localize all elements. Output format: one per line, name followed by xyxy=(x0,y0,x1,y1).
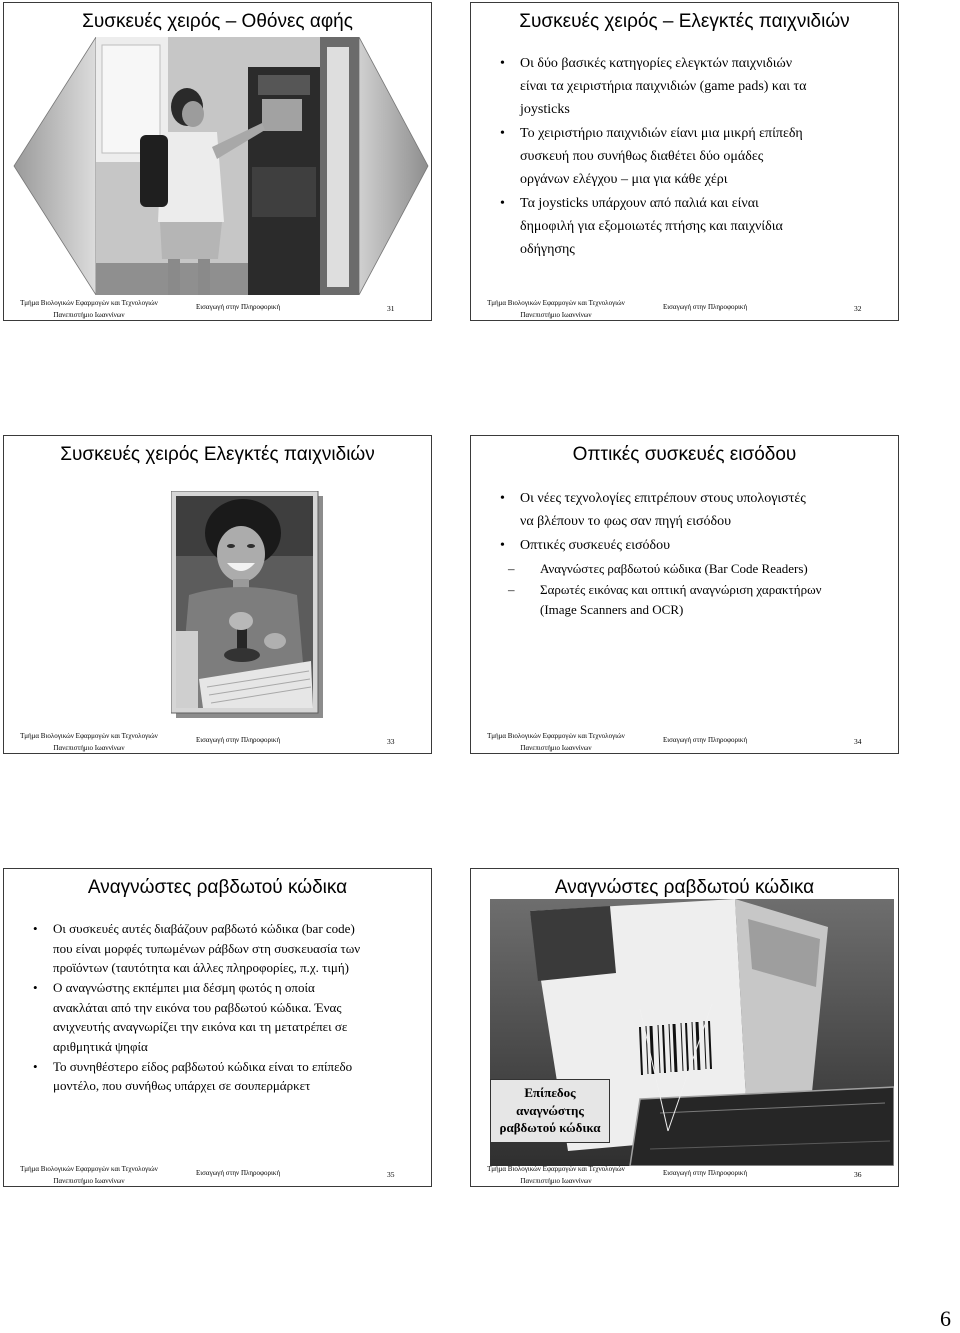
woman-face xyxy=(217,526,265,582)
bullet-list xyxy=(33,919,423,1096)
footer-university: Πανεπιστήμιο Ιωαννίνων xyxy=(520,1177,592,1185)
slide-title: Συσκευές χειρός – Ελεγκτές παιχνιδιών xyxy=(519,11,850,32)
footer-institution xyxy=(18,297,160,321)
bullet-line: • Οι δύο βασικές κατηγορίες ελεγκτών παιχνιδιών xyxy=(520,56,793,71)
footer-course: Εισαγωγή στην Πληροφορική xyxy=(196,736,281,744)
hexagon-left-side xyxy=(14,37,96,295)
slide-33 xyxy=(3,435,432,754)
footer-university: Πανεπιστήμιο Ιωαννίνων xyxy=(520,744,592,752)
footer-dept: Τμήμα Βιολογικών Εφαρμογών και Τεχνολογιών xyxy=(487,732,625,740)
kiosk-screen xyxy=(262,99,302,131)
slide-35 xyxy=(3,868,432,1187)
bullet-line: να βλέπουν το φως σαν πηγή εισόδου xyxy=(520,514,732,529)
hexagon-right-side xyxy=(359,37,428,295)
slide-title: Συσκευές χειρός Ελεγκτές παιχνιδιών xyxy=(60,444,375,465)
footer-dept: Τμήμα Βιολογικών Εφαρμογών και Τεχνολογιών xyxy=(20,299,158,307)
bullet-line: δημοφιλή για εξομοιωτές πτήσης και παιχνίδια xyxy=(520,219,783,234)
bullet-line: • Οι συσκευές αυτές διαβάζουν ραβδωτό κώδικα (bar code) xyxy=(53,921,355,936)
slide-31 xyxy=(3,2,432,321)
footer-institution xyxy=(18,730,160,754)
footer-university: Πανεπιστήμιο Ιωαννίνων xyxy=(53,744,125,752)
bullet-item xyxy=(500,52,890,121)
slide-34 xyxy=(470,435,899,754)
bullet-item xyxy=(500,122,890,191)
bullet-line: • Τα joysticks υπάρχουν από παλιά και είναι xyxy=(520,196,759,211)
slide-32 xyxy=(470,2,899,321)
slide-number: 31 xyxy=(387,304,395,313)
sub-bullet-line: (Image Scanners and OCR) xyxy=(540,602,684,617)
bullet-line: ανιχνευτής αναγνωρίζει την εικόνα και τη μετατρέπει σε xyxy=(53,1019,348,1034)
slide-number: 36 xyxy=(854,1170,862,1179)
footer-dept: Τμήμα Βιολογικών Εφαρμογών και Τεχνολογιών xyxy=(487,1165,625,1173)
footer-university: Πανεπιστήμιο Ιωαννίνων xyxy=(53,311,125,319)
person-face xyxy=(182,101,204,127)
scanner-caption xyxy=(490,1079,610,1143)
bullet-line: • Ο αναγνώστης εκπέμπει μια δέσμη φωτός η οποία xyxy=(53,980,315,995)
bullet-line: που είναι μορφές τυπωμένων ράβδων στη συσκευασία των xyxy=(53,940,361,956)
sub-bullet-item xyxy=(500,558,890,579)
footer-university: Πανεπιστήμιο Ιωαννίνων xyxy=(520,311,592,319)
slide-36 xyxy=(470,868,899,1187)
bullet-line: μοντέλο, που συνήθως υπάρχει σε σουπερμάρκετ xyxy=(53,1078,311,1093)
slide-number: 32 xyxy=(854,304,862,313)
slide-number: 33 xyxy=(387,737,395,746)
footer-dept: Τμήμα Βιολογικών Εφαρμογών και Τεχνολογιών xyxy=(20,1165,158,1173)
page-number: 6 xyxy=(940,1306,951,1331)
joystick-user-photo xyxy=(171,491,323,718)
bullet-list xyxy=(500,52,890,261)
bullet-line: συσκευή που συνήθως διαθέτει δύο ομάδες xyxy=(520,149,764,164)
slide-title: Συσκευές χειρός – Οθόνες αφής xyxy=(82,11,353,32)
footer-course: Εισαγωγή στην Πληροφορική xyxy=(663,303,748,311)
caption-line: ραβδωτού κώδικα xyxy=(499,1120,601,1135)
slide-number: 34 xyxy=(854,737,862,746)
bullet-line: προϊόντων (ταυτότητα και άλλες πληροφορίες, π.χ. τιμή) xyxy=(53,960,349,975)
bullet-line: οργάνων ελέγχου – μια για κάθε χέρι xyxy=(520,172,728,187)
bullet-line: είναι τα χειριστήρια παιχνιδιών (game pads) και τα xyxy=(520,79,807,94)
bullet-line: • Το συνηθέστερο είδος ραβδωτού κώδικα είναι το επίπεδο xyxy=(53,1058,353,1074)
footer-dept: Τμήμα Βιολογικών Εφαρμογών και Τεχνολογιών xyxy=(487,299,625,307)
footer-institution xyxy=(485,730,627,754)
caption-line: αναγνώστης xyxy=(516,1102,584,1118)
sub-bullet-line: – Αναγνώστες ραβδωτού κώδικα (Bar Code Readers) xyxy=(540,561,808,576)
person-backpack xyxy=(140,135,168,207)
bullet-line: • Το χειριστήριο παιχνιδιών είανι μια μικρή επίπεδη xyxy=(520,126,803,141)
caption-line: Επίπεδος xyxy=(524,1085,576,1100)
bullet-item xyxy=(33,978,423,1056)
bullet-list xyxy=(500,487,890,620)
slide-title: Αναγνώστες ραβδωτού κώδικα xyxy=(554,877,815,898)
footer-course: Εισαγωγή στην Πληροφορική xyxy=(663,1169,748,1177)
bullet-line: αριθμητικά ψηφία xyxy=(53,1038,148,1054)
footer-course: Εισαγωγή στην Πληροφορική xyxy=(663,736,748,744)
footer-institution xyxy=(485,297,627,321)
footer-course: Εισαγωγή στην Πληροφορική xyxy=(196,303,281,311)
bullet-line: ανακλάται από την εικόνα του ραβδωτού κώδικα. Ένας xyxy=(53,999,342,1015)
bullet-line: • Οπτικές συσκευές εισόδου xyxy=(520,538,671,553)
sub-bullet-item xyxy=(500,580,890,620)
slide-title: Οπτικές συσκευές εισόδου xyxy=(572,444,797,465)
slide-title: Αναγνώστες ραβδωτού κώδικα xyxy=(87,877,348,898)
bullet-line: joysticks xyxy=(520,102,570,117)
bullet-item xyxy=(33,1057,423,1096)
touchscreen-kiosk-photo xyxy=(12,37,430,295)
bullet-line: • Οι νέες τεχνολογίες επιτρέπουν στους υπολογιστές xyxy=(520,491,806,506)
hand xyxy=(229,612,253,630)
slide-number: 35 xyxy=(387,1170,395,1179)
footer-institution xyxy=(485,1163,627,1187)
footer-course: Εισαγωγή στην Πληροφορική xyxy=(196,1169,281,1177)
bullet-item xyxy=(500,534,890,620)
bullet-item xyxy=(33,919,423,978)
bullet-item xyxy=(500,192,890,261)
bullet-line: οδήγησης xyxy=(520,242,575,257)
footer-dept: Τμήμα Βιολογικών Εφαρμογών και Τεχνολογιών xyxy=(20,732,158,740)
footer-university: Πανεπιστήμιο Ιωαννίνων xyxy=(53,1177,125,1185)
footer-institution xyxy=(18,1163,160,1187)
bullet-item xyxy=(500,487,890,533)
sub-bullet-line: – Σαρωτές εικόνας και οπτική αναγνώριση χαρακτήρων xyxy=(540,582,822,597)
